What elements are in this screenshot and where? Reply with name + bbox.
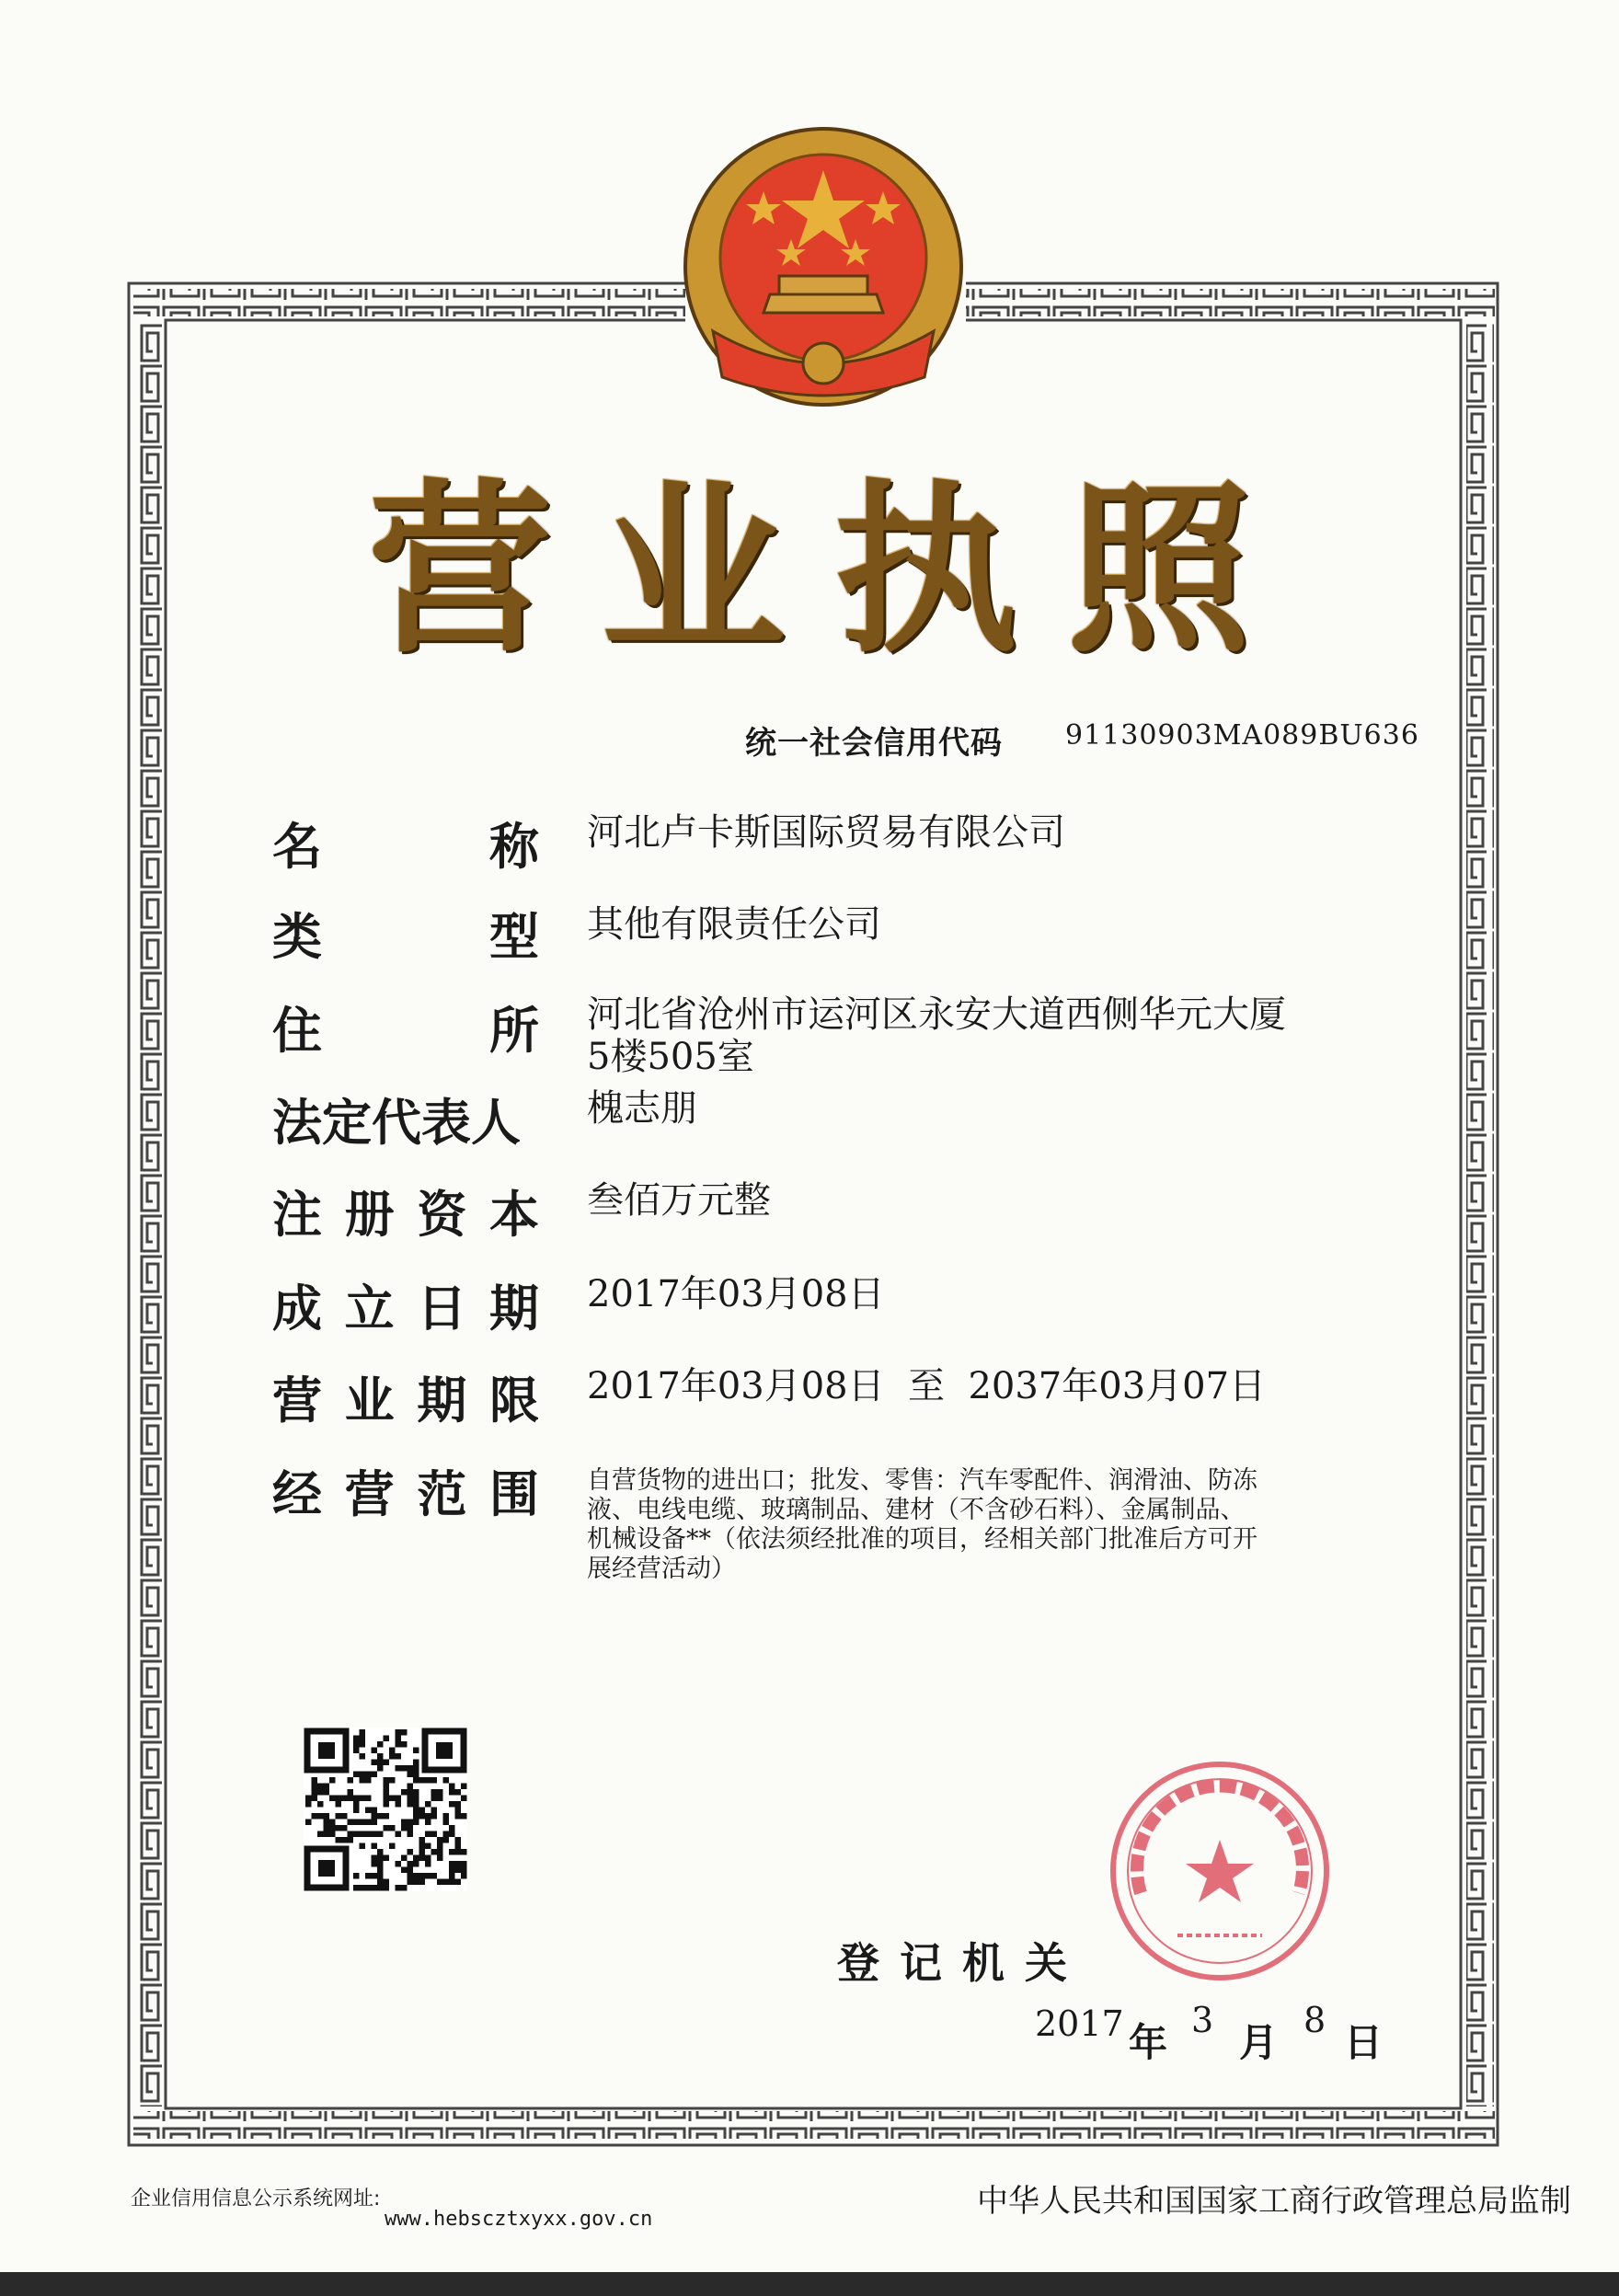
type-label: 类 型 — [272, 908, 539, 966]
legal-rep-value: 槐志朋 — [587, 1087, 697, 1130]
title-char: 营 — [368, 462, 553, 678]
reg-month-unit: 月 — [1239, 2020, 1279, 2065]
credit-system-label: 企业信用信息公示系统网址: — [131, 2187, 381, 2210]
established-label: 成 立 日 期 — [272, 1280, 539, 1337]
license-title — [368, 460, 1251, 681]
credit-code-value: 91130903MA089BU636 — [1065, 719, 1419, 752]
address-line: 河北省沧州市运河区永安大道西侧华元大厦 — [587, 993, 1286, 1036]
reg-year-unit: 年 — [1129, 2020, 1168, 2065]
scope-line: 自营货物的进出口；批发、零售：汽车零配件、润滑油、防冻 — [587, 1466, 1257, 1495]
reg-month: 3 — [1191, 2000, 1214, 2040]
credit-code-label: 统一社会信用代码 — [745, 725, 1003, 762]
name-value: 河北卢卡斯国际贸易有限公司 — [587, 811, 1065, 854]
name-label: 名 称 — [272, 818, 539, 876]
established-value: 2017年03月08日 — [587, 1273, 885, 1315]
capital-value: 叁佰万元整 — [587, 1179, 771, 1222]
address-label: 住 所 — [272, 1002, 539, 1060]
title-char: 执 — [833, 462, 1018, 678]
scope-line: 机械设备**（依法须经批准的项目，经相关部门批准后方可开 — [587, 1525, 1257, 1554]
qr-code — [304, 1728, 467, 1891]
title-char: 照 — [1066, 462, 1251, 678]
scope-line: 液、电线电缆、玻璃制品、建材（不含砂石料）、金属制品、 — [587, 1496, 1246, 1524]
supervisor-text: 中华人民共和国国家工商行政管理总局监制 — [977, 2183, 1571, 2220]
legal-rep-label: 法定代表人 — [272, 1094, 521, 1152]
registration-seal — [1104, 1755, 1336, 1987]
term-label: 营 业 期 限 — [272, 1372, 539, 1429]
national-emblem — [676, 120, 970, 423]
registration-authority-label: 登记机关 — [837, 1938, 1087, 1988]
address-value — [587, 993, 1286, 1078]
capital-label: 注 册 资 本 — [272, 1186, 539, 1244]
scope-line: 展经营活动） — [587, 1555, 736, 1583]
address-line: 5楼505室 — [587, 1036, 754, 1078]
scope-value — [587, 1466, 1341, 1584]
term-value: 2017年03月08日 至 2037年03月07日 — [587, 1365, 1267, 1407]
type-value: 其他有限责任公司 — [587, 903, 881, 946]
title-char: 业 — [601, 462, 786, 678]
credit-system-url: www.hebscztxyxx.gov.cn — [385, 2208, 653, 2231]
scope-label: 经 营 范 围 — [272, 1465, 539, 1523]
reg-day: 8 — [1303, 2000, 1326, 2040]
reg-year: 2017 — [1035, 2003, 1124, 2044]
reg-day-unit: 日 — [1344, 2020, 1384, 2065]
scan-edge — [0, 2272, 1619, 2296]
